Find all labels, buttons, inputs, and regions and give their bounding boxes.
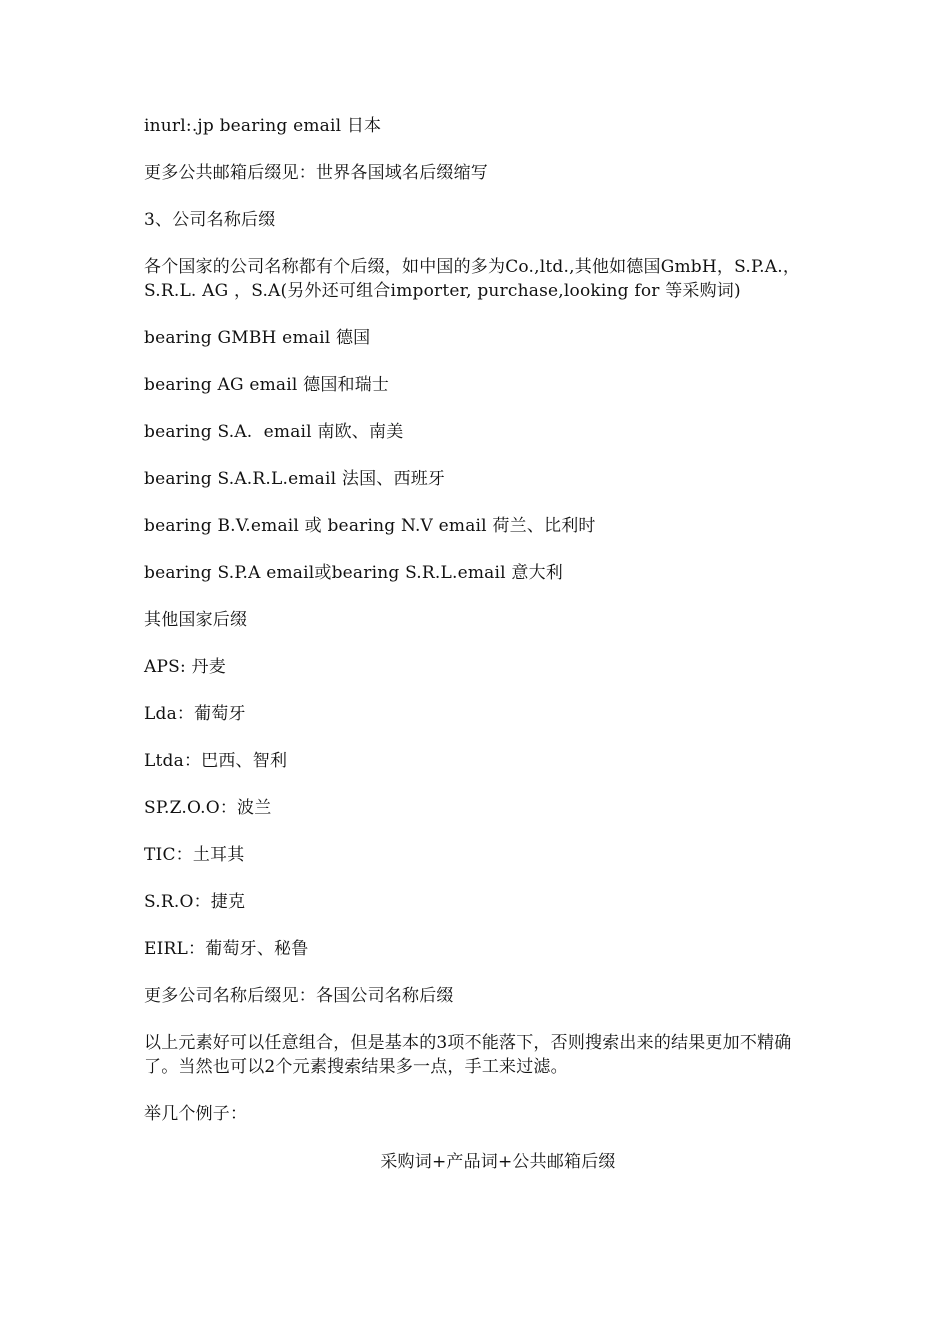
paragraph-spzoo: SP.Z.O.O：波兰 — [144, 798, 272, 818]
paragraph-spa-srl: bearing S.P.A email或bearing S.R.L.email 意大利 — [144, 563, 563, 583]
paragraph-tic: TIC：土耳其 — [144, 845, 245, 865]
paragraph-ltda: Ltda：巴西、智利 — [144, 751, 288, 771]
paragraph-lda: Lda：葡萄牙 — [144, 704, 246, 724]
paragraph-other-countries: 其他国家后缀 — [144, 610, 248, 630]
paragraph-more-company-suffix: 更多公司名称后缀见：各国公司名称后缀 — [144, 986, 454, 1006]
paragraph-search-jp: inurl:.jp bearing email 日本 — [144, 116, 382, 136]
paragraph-more-email-suffix: 更多公共邮箱后缀见：世界各国域名后缀缩写 — [144, 163, 488, 183]
paragraph-gmbh: bearing GMBH email 德国 — [144, 328, 371, 348]
paragraph-examples-intro: 举几个例子： — [144, 1104, 248, 1124]
paragraph-sarl: bearing S.A.R.L.email 法国、西班牙 — [144, 469, 446, 489]
section-heading-company-suffix: 3、公司名称后缀 — [144, 210, 276, 230]
paragraph-sa: bearing S.A. email 南欧、南美 — [144, 422, 404, 442]
centered-formula-line: 采购词+产品词+公共邮箱后缀 — [380, 1152, 616, 1172]
paragraph-aps: APS: 丹麦 — [144, 657, 226, 677]
paragraph-sro: S.R.O：捷克 — [144, 892, 246, 912]
paragraph-company-suffix-intro: 各个国家的公司名称都有个后缀，如中国的多为Co.,ltd.,其他如德国GmbH，S.P.A.，S.R.L. AG ，S.A(另外还可组合importer, purchase,looking for 等采购词) — [144, 257, 801, 301]
document-body — [144, 110, 812, 1174]
paragraph-bv-nv: bearing B.V.email 或 bearing N.V email 荷兰、比利时 — [144, 516, 596, 536]
paragraph-eirl: EIRL：葡萄牙、秘鲁 — [144, 939, 309, 959]
paragraph-ag: bearing AG email 德国和瑞士 — [144, 375, 390, 395]
paragraph-combination-note: 以上元素好可以任意组合，但是基本的3项不能落下，否则搜索出来的结果更加不精确了。当然也可以2个元素搜索结果多一点，手工来过滤。 — [144, 1033, 792, 1077]
